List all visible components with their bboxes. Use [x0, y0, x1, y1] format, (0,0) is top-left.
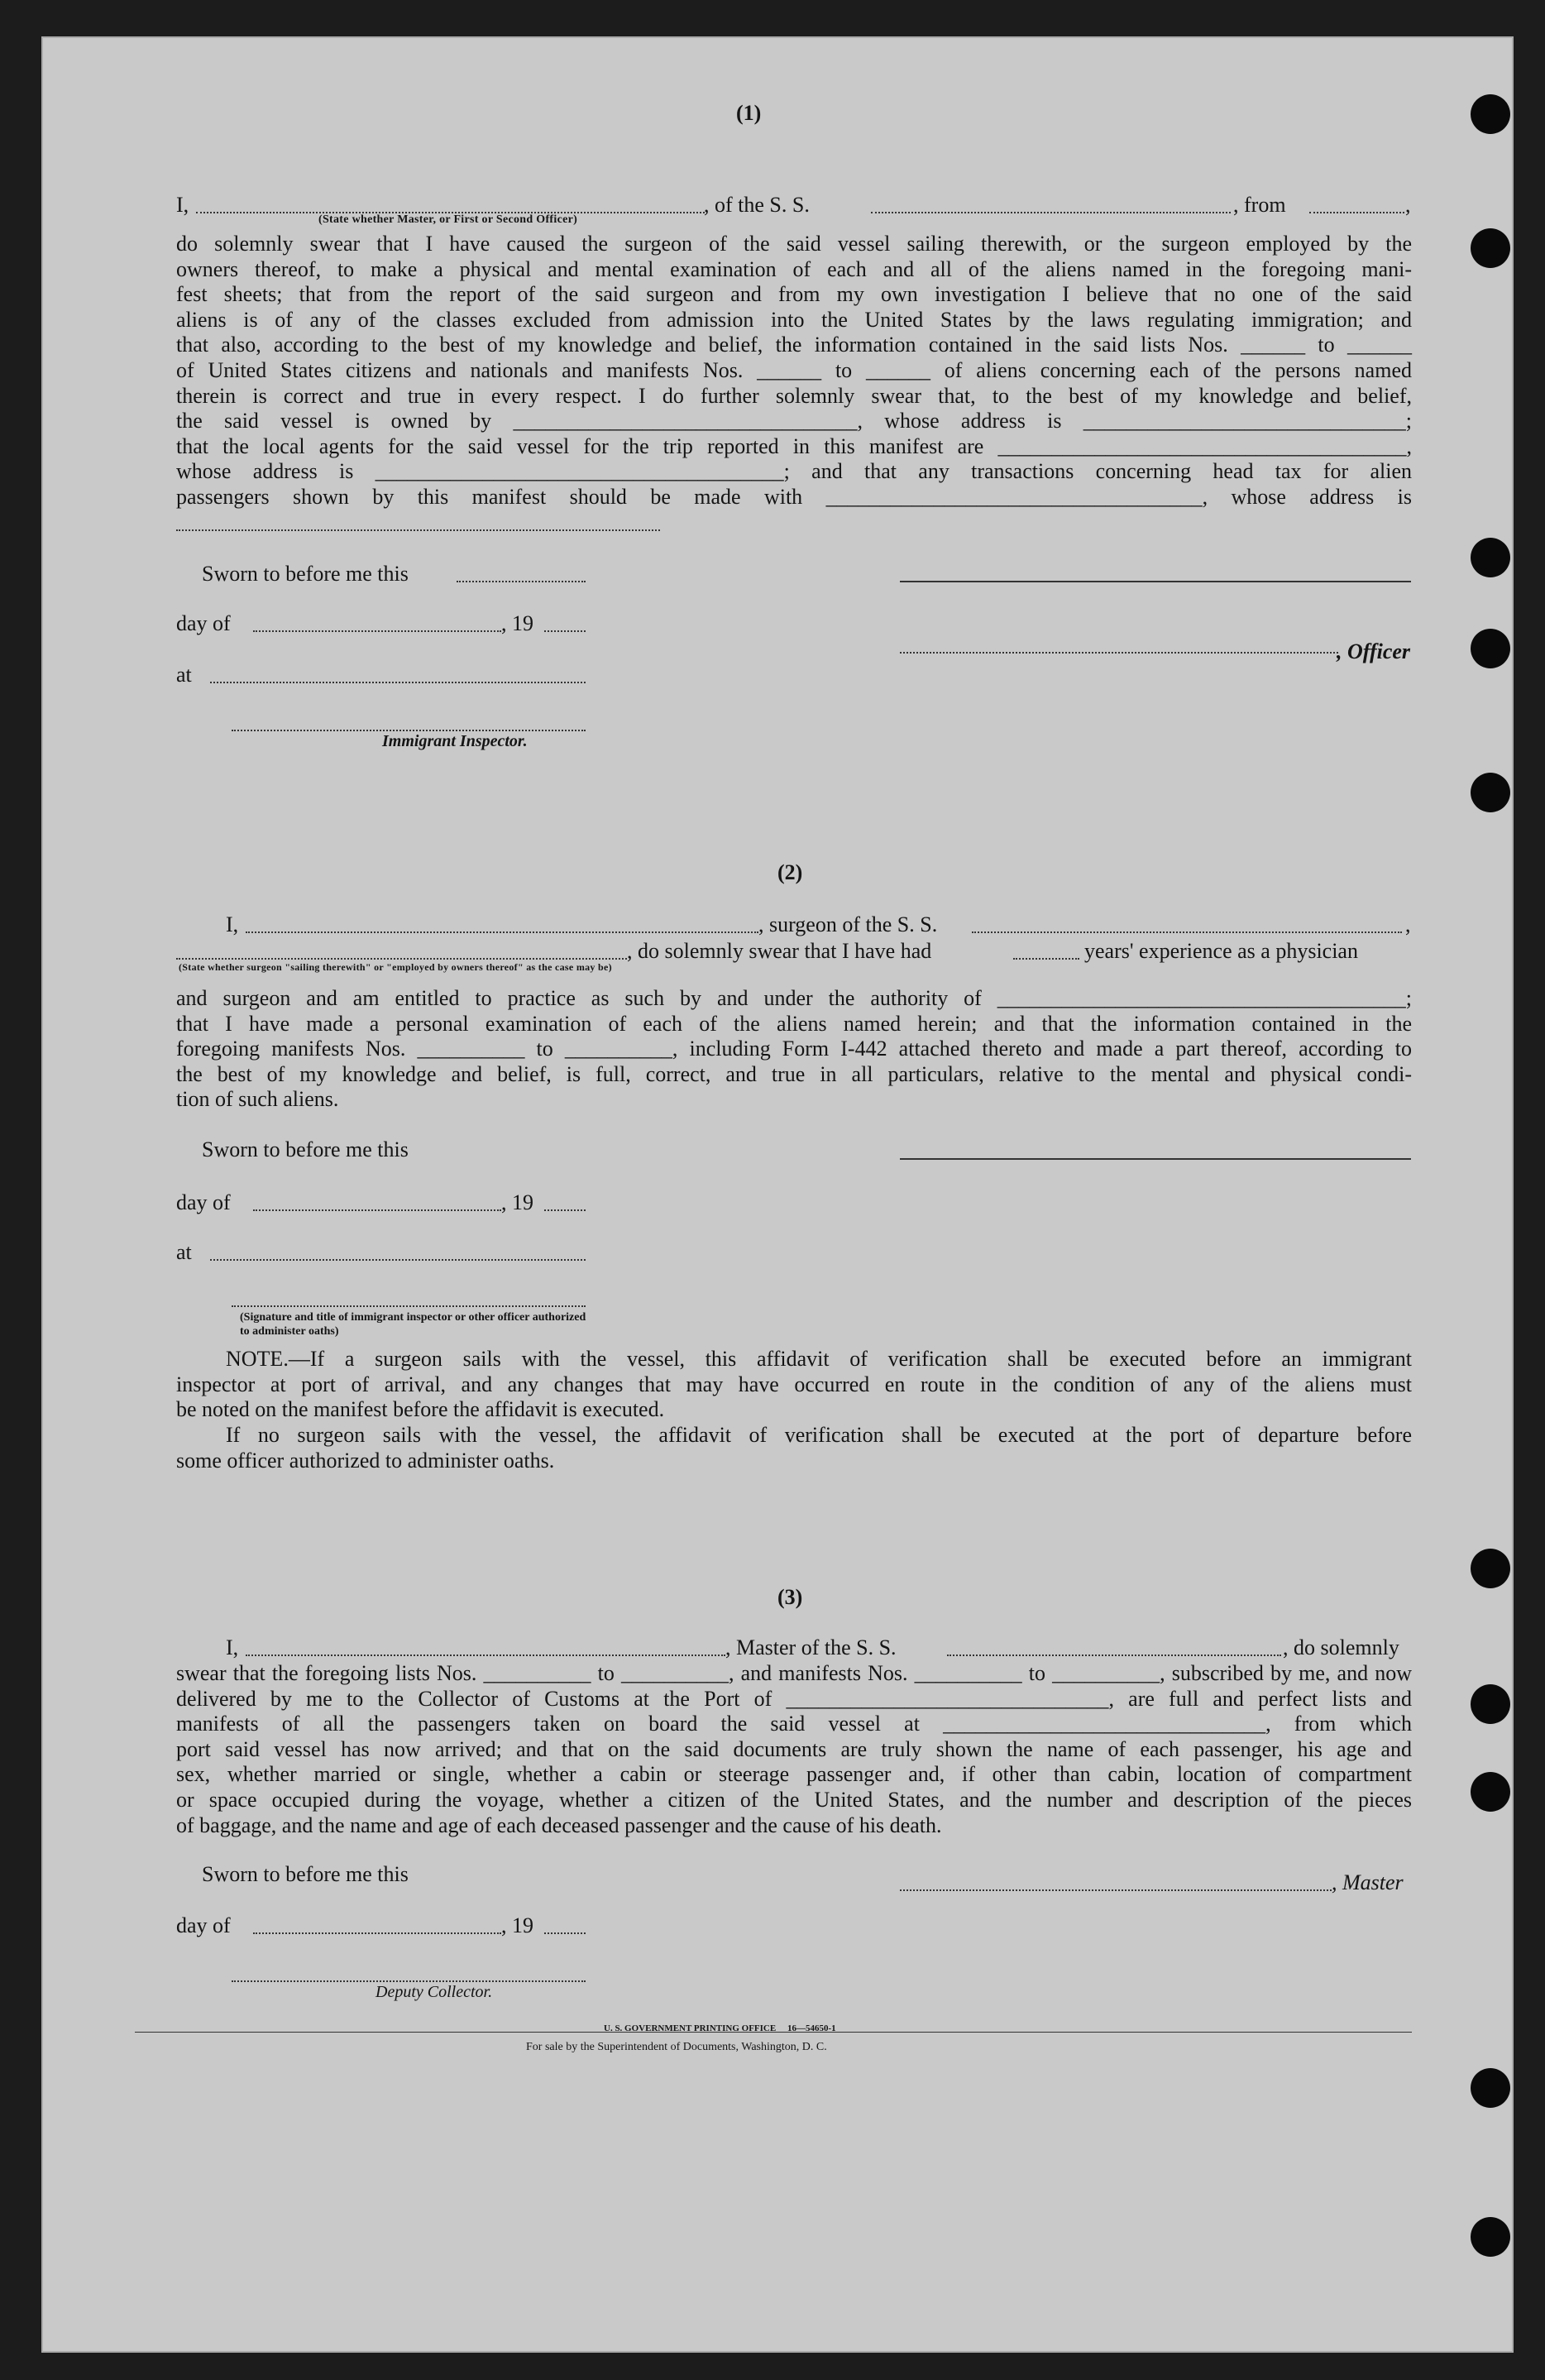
section-2-note-a: NOTE.—If a surgeon sails with the vessel, this affidavit of verification shall be executed before an immigrant inspector at port of arrival, and any changes that may have occurred en route in the condition of any of the aliens must be noted on the manifest before the affidavit is executed. — [176, 1347, 1412, 1422]
section-2-first-line: I, , surgeon of the S. S. , — [226, 912, 1411, 936]
sworn-label-2: Sworn to before me this — [202, 1137, 409, 1161]
section-2-note-b: If no surgeon sails with the vessel, the affidavit of verification shall be executed at the port of departure before some officer authorized to administer oaths. — [176, 1423, 1412, 1473]
officer-title-line[interactable] — [900, 652, 1338, 654]
footer-rule — [135, 2032, 1412, 2033]
section-3-oath-text: swear that the foregoing lists Nos. __________ to __________, and manifests Nos. __________ to __________, subscribed by me, and now delivered by me to the Collector of Customs at the Port of ______________________________, are full and perfect lists and manifests of all the passengers taken on board the said vessel at ______________________________, from which port said vessel has now arrived; and that on the said documents are truly shown the name of each passenger, his age and sex, whether married or single, whether a cabin or steerage passenger and, if other than cabin, location of compartment or space occupied during the voyage, whether a citizen of the United States, and the number and description of the pieces of baggage, and the name and age of each deceased passenger and the cause of his death. — [176, 1661, 1412, 1837]
master-vessel-field[interactable] — [947, 1655, 1281, 1656]
section-1-number: (1) — [736, 101, 762, 125]
section-3-number: (3) — [777, 1585, 803, 1609]
day-of-label-2: day of — [176, 1190, 231, 1214]
label-of-ss: , of the S. S. — [704, 193, 810, 217]
sworn-day-field-1[interactable] — [457, 581, 586, 582]
officer-signature-line[interactable] — [900, 581, 1411, 582]
section-3-first-line: I, , Master of the S. S. , do solemnly — [226, 1635, 1399, 1659]
officer-label: , Officer — [1337, 639, 1411, 663]
section-2-caption: (State whether surgeon "sailing therewith" or "employed by owners thereof" as the case may be) — [179, 961, 612, 973]
surgeon-vessel-field[interactable] — [972, 931, 1402, 933]
at-label-1: at — [176, 663, 192, 687]
deputy-collector-signature-line[interactable] — [232, 1980, 586, 1982]
binder-hole-icon — [1471, 1549, 1510, 1588]
day-of-month-field-3[interactable] — [253, 1932, 501, 1934]
year-field-1[interactable] — [544, 630, 586, 632]
surgeon-status-field[interactable] — [176, 958, 627, 960]
master-name-field[interactable] — [246, 1655, 725, 1656]
from-port-field[interactable] — [1309, 212, 1404, 213]
section-1-oath-text: do solemnly swear that I have caused the surgeon of the said vessel sailing therewith, or the surgeon employed by the owners thereof, to make a physical and mental examination of each and all of the aliens named in the foregoing mani- fest sheets; that from the report of the said surgeon and from my own investigation I believe that no one of the said aliens is of any of the classes excluded from admission into the United States by the laws regulating immigration; and that also, according to the best of my knowledge and belief, the information contained in the said lists Nos. ______ to ______ of United States citizens and nationals and manifests Nos. ______ to ______ of aliens concerning each of the persons named therein is correct and true in every respect. I do further solemnly swear that, to the best of my knowledge and belief, the said vessel is owned by ________________________________, whose address is ______________________________; that the local agents for the said vessel for the trip reported in this manifest are ______________________________________, whose address is ______________________________________; and that any transactions concerning head tax for alien passengers shown by this manifest should be made with ___________________________________, whose address is — [176, 232, 1412, 509]
master-signature-line[interactable] — [900, 1889, 1332, 1891]
sworn-label-3: Sworn to before me this — [202, 1862, 409, 1886]
day-of-month-field-2[interactable] — [253, 1209, 501, 1211]
section-1-first-line: I, , of the S. S. , from , — [176, 193, 1411, 217]
binder-hole-icon — [1471, 2217, 1510, 2257]
label-master-of-ss: , Master of the S. S. — [725, 1635, 897, 1659]
binder-hole-icon — [1471, 2068, 1510, 2108]
year-label-3: , 19 — [501, 1913, 533, 1937]
surgeon-name-field[interactable] — [246, 931, 758, 933]
label-i: I, — [176, 193, 189, 217]
year-label-2: , 19 — [501, 1190, 533, 1214]
day-of-month-field-1[interactable] — [253, 630, 501, 632]
binder-hole-icon — [1471, 538, 1510, 577]
surgeon-signature-line[interactable] — [900, 1158, 1411, 1160]
year-label-1: , 19 — [501, 611, 533, 635]
day-of-label-1: day of — [176, 611, 231, 635]
year-field-2[interactable] — [544, 1209, 586, 1211]
binder-hole-icon — [1471, 1772, 1510, 1812]
label-surgeon-of-ss: , surgeon of the S. S. — [758, 912, 938, 936]
binder-hole-icon — [1471, 1684, 1510, 1724]
sworn-label-1: Sworn to before me this — [202, 562, 409, 586]
binder-hole-icon — [1471, 629, 1510, 668]
immigrant-inspector-label: Immigrant Inspector. — [382, 732, 528, 750]
section-2-number: (2) — [777, 860, 803, 884]
vessel-name-field[interactable] — [871, 212, 1231, 213]
master-label: , Master — [1332, 1870, 1404, 1894]
year-field-3[interactable] — [544, 1932, 586, 1934]
section-2-second-line: , do solemnly swear that I have had years' experience as a physician — [176, 938, 1412, 965]
binder-hole-icon — [1471, 228, 1510, 268]
section-2-oath-text: and surgeon and am entitled to practice as such by and under the authority of ______________________________________; that I have made a personal examination of each of the aliens named herein; and that the information contained in the foregoing manifests Nos. __________ to __________, including Form I-442 attached thereto and made a part thereof, according to the best of my knowledge and belief, is full, correct, and true in all particulars, relative to the mental and physical condi- tion of such aliens. — [176, 986, 1412, 1112]
address-continuation-field[interactable] — [176, 529, 660, 531]
form-sheet — [41, 36, 1514, 2353]
at-place-field-2[interactable] — [210, 1259, 586, 1261]
signature-caption-2: (Signature and title of immigrant inspector or other officer authorized to administer oaths) — [240, 1311, 586, 1338]
printing-office-imprint: U. S. GOVERNMENT PRINTING OFFICE 16—54650-1 — [604, 2023, 836, 2033]
binder-hole-icon — [1471, 773, 1510, 812]
at-label-2: at — [176, 1240, 192, 1264]
section-1-caption: (State whether Master, or First or Second Officer) — [318, 213, 578, 226]
years-experience-field[interactable] — [1013, 958, 1079, 960]
label-from: , from — [1233, 193, 1286, 217]
inspector-signature-line[interactable] — [232, 730, 586, 731]
at-place-field-1[interactable] — [210, 682, 586, 683]
binder-hole-icon — [1471, 94, 1510, 134]
for-sale-notice: For sale by the Superintendent of Documents, Washington, D. C. — [526, 2041, 827, 2053]
day-of-label-3: day of — [176, 1913, 231, 1937]
authorized-officer-signature-line[interactable] — [232, 1305, 586, 1307]
deputy-collector-label: Deputy Collector. — [375, 1983, 493, 2001]
